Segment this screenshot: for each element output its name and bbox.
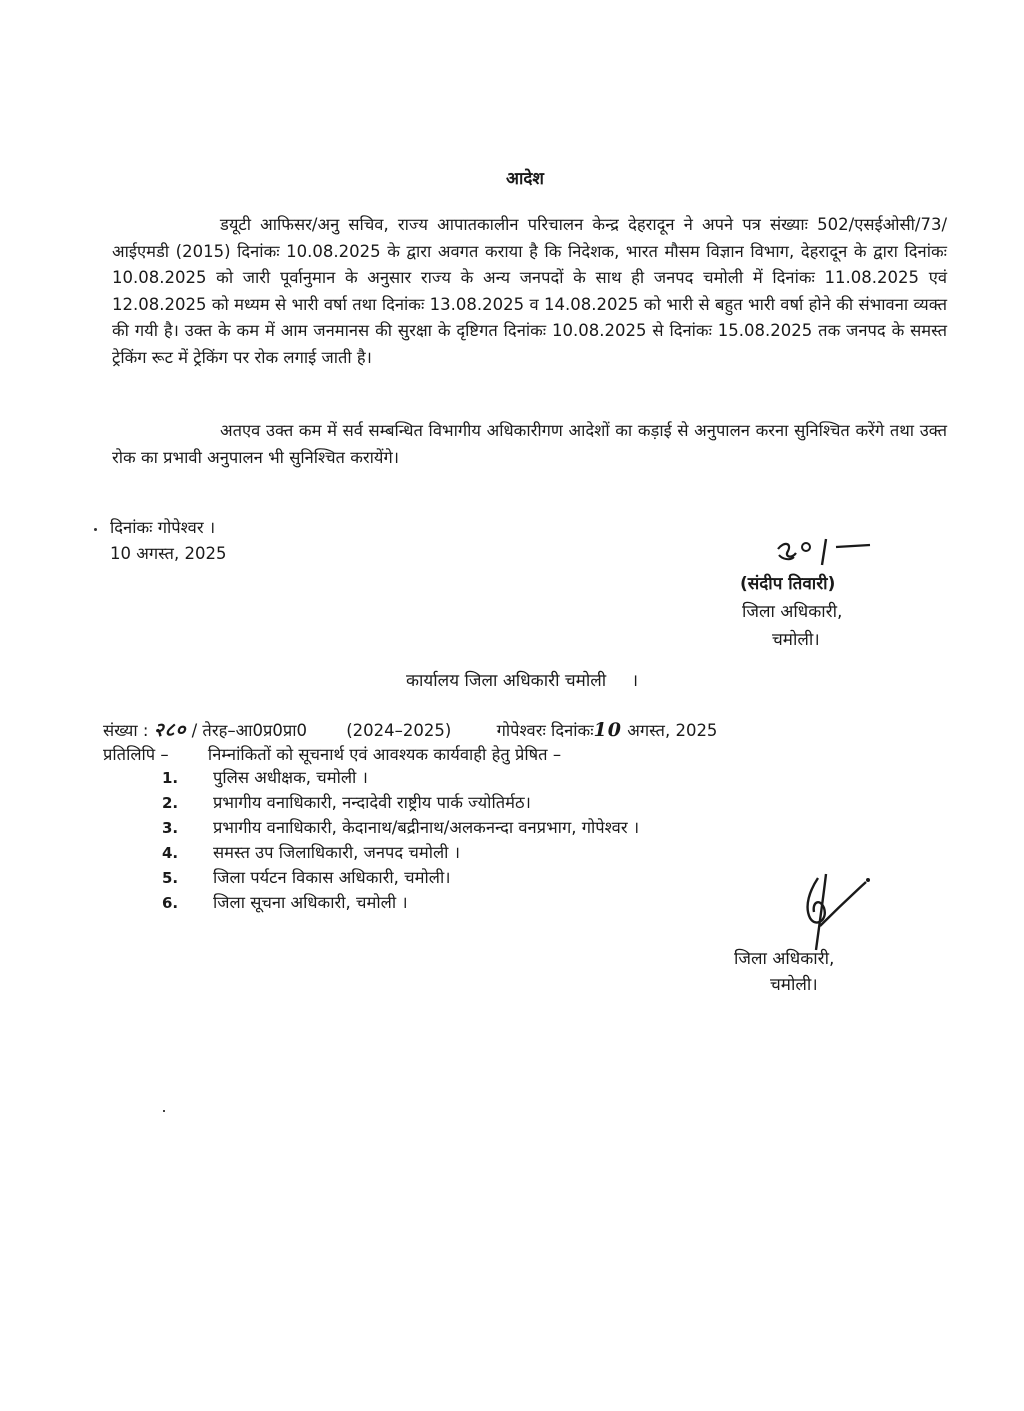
office-title-end: ।: [631, 671, 639, 691]
reference-file-no: / तेरह–आ0प्र0प्रा0: [191, 721, 307, 740]
order-paragraph-2: अतएव उक्त कम में सर्व सम्बन्धित विभागीय अधिकारीगण आदेशों का कड़ाई से अनुपालन करना सुनिश्चित करेंगे तथा उक्त रोक का प्रभावी अनुपालन भी सुनिश्चित करायेंगे।: [112, 421, 947, 467]
signatory-2-place: चमोली।: [770, 975, 818, 995]
recipient-list: [150, 765, 639, 915]
list-item-number: 2.: [162, 794, 179, 812]
handwritten-initials-signature: [770, 533, 880, 573]
issue-date-block: [110, 515, 226, 567]
list-item-text: जिला पर्यटन विकास अधिकारी, चमोली।: [213, 868, 451, 887]
list-item-number: 5.: [162, 869, 179, 887]
list-item-number: 6.: [162, 894, 179, 912]
issue-place: दिनांकः गोपेश्वर ।: [110, 518, 216, 537]
order-title: आदेश: [506, 169, 544, 189]
list-item-number: 1.: [162, 769, 179, 787]
list-item-text: पुलिस अधीक्षक, चमोली ।: [213, 768, 368, 787]
stray-mark: [94, 528, 97, 531]
signature-block-2: [730, 868, 890, 998]
handwritten-reference-number: २८०: [153, 719, 187, 741]
order-paragraph-1: डयूटी आफिसर/अनु सचिव, राज्य आपातकालीन परिचालन केन्द्र देहरादून ने अपने पत्र संख्याः 502/एसईओसी/73/आईएमडी (2015) दिनांकः 10.08.2025 के द्वारा अवगत कराया है कि निदेशक, भारत मौसम विज्ञान विभाग, देहरादून के द्वारा दिनांकः 10.08.2025 को जारी पूर्वानुमान के अनुसार राज्य के अन्य जनपदों के साथ ही जनपद चमोली में दिनांकः 11.08.2025 एवं 12.08.2025 को मध्यम से भारी वर्षा तथा दिनांकः 13.08.2025 व 14.08.2025 को भारी से बहुत भारी वर्षा होने की संभावना व्यक्त की गयी है। उक्त के कम में आम जनमानस की सुरक्षा के दृष्टिगत दिनांकः 10.08.2025 से दिनांकः 15.08.2025 तक जनपद के समस्त ट्रेकिंग रूट में ट्रेकिंग पर रोक लगाई जाती है।: [112, 215, 947, 367]
copy-text: निम्नांकितों को सूचनार्थ एवं आवश्यक कार्यवाही हेतु प्रेषित –: [207, 745, 562, 764]
office-title-text: कार्यालय जिला अधिकारी चमोली: [405, 671, 607, 691]
list-item: [150, 815, 639, 840]
handwritten-day: 10: [593, 719, 622, 741]
reference-year: (2024–2025): [346, 721, 452, 740]
list-item: [150, 840, 639, 865]
list-item-text: प्रभागीय वनाधिकारी, केदानाथ/बद्रीनाथ/अलकनन्दा वनप्रभाग, गोपेश्वर ।: [213, 818, 640, 837]
signature-block-1: [730, 533, 880, 650]
signatory-place: चमोली।: [772, 630, 820, 650]
reference-place-date-label: गोपेश्वरः दिनांकः: [496, 721, 594, 740]
copy-line: [103, 742, 561, 765]
list-item: [150, 790, 639, 815]
reference-month-year: अगस्त, 2025: [627, 721, 718, 740]
signatory-designation: जिला अधिकारी,: [742, 602, 843, 622]
handwritten-signature: [790, 868, 880, 958]
list-item: [150, 765, 639, 790]
signatory-2-designation: जिला अधिकारी,: [734, 949, 835, 969]
reference-line: [103, 716, 717, 742]
list-item: [150, 890, 639, 915]
reference-label: संख्या :: [103, 721, 149, 740]
office-title: [0, 668, 1024, 691]
list-item-text: जिला सूचना अधिकारी, चमोली ।: [213, 893, 408, 912]
copy-label: प्रतिलिपि –: [103, 745, 169, 764]
list-item-text: प्रभागीय वनाधिकारी, नन्दादेवी राष्ट्रीय पार्क ज्योतिर्मठ।: [213, 793, 531, 812]
signatory-name: (संदीप तिवारी): [740, 574, 836, 594]
stray-mark: [163, 1110, 165, 1112]
issue-date: 10 अगस्त, 2025: [110, 544, 227, 563]
list-item: [150, 865, 639, 890]
list-item-text: समस्त उप जिलाधिकारी, जनपद चमोली ।: [213, 843, 460, 862]
list-item-number: 4.: [162, 844, 179, 862]
list-item-number: 3.: [162, 819, 179, 837]
